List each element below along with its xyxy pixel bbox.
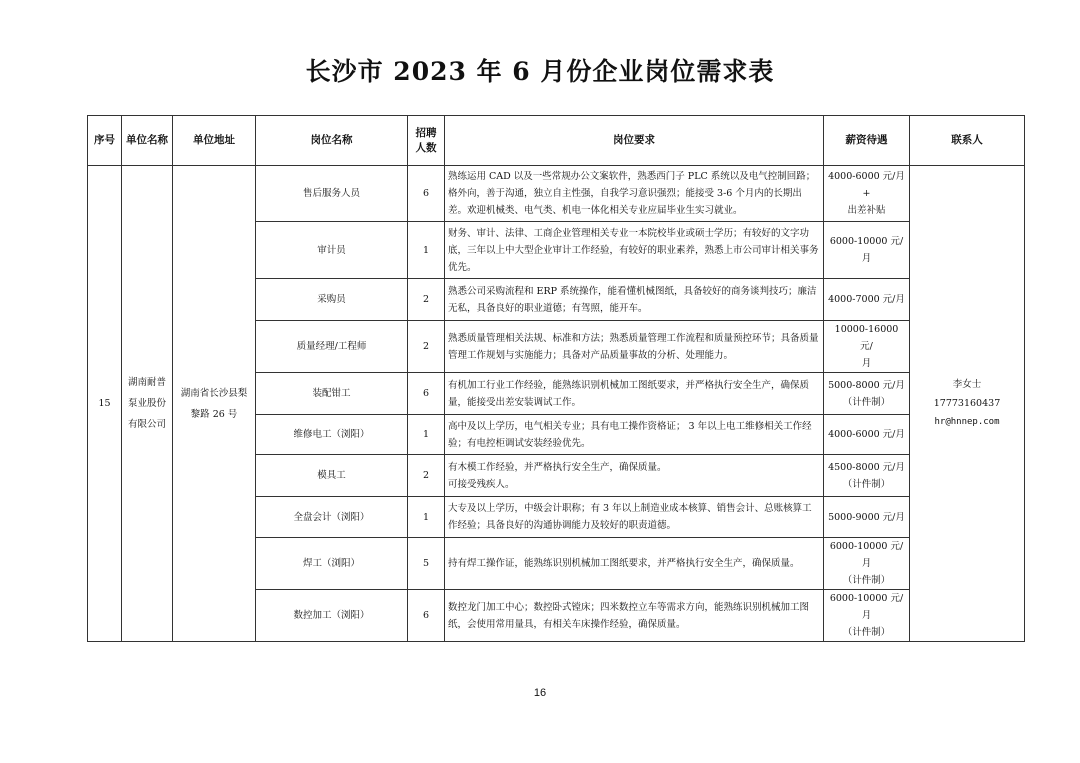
contact-email: hr@hnnep.com bbox=[934, 417, 1000, 427]
salary: 5000-8000 元/月 （计件制） bbox=[824, 373, 910, 415]
header-company: 单位名称 bbox=[122, 116, 173, 166]
position-name: 采购员 bbox=[256, 279, 408, 321]
salary: 6000-10000 元/月 bbox=[824, 222, 910, 279]
page-title: 长沙市 2023 年 6 月份企业岗位需求表 bbox=[305, 57, 775, 86]
requirements: 熟悉公司采购流程和 ERP 系统操作，能看懂机械图纸，具备较好的商务谈判技巧；廉洁无私，具备良好的职业道德；有驾照，能开车。 bbox=[445, 279, 824, 321]
page-number: 16 bbox=[533, 687, 547, 699]
headcount: 6 bbox=[408, 590, 445, 642]
requirements: 大专及以上学历，中级会计职称；有 3 年以上制造业成本核算、销售会计、总账核算工作经验；具备良好的沟通协调能力及较好的职责道德。 bbox=[445, 497, 824, 538]
header-position: 岗位名称 bbox=[256, 116, 408, 166]
contact-phone: 17773160437 bbox=[933, 398, 1001, 409]
headcount: 5 bbox=[408, 538, 445, 590]
salary: 10000-16000 元/ 月 bbox=[824, 321, 910, 373]
headcount: 2 bbox=[408, 321, 445, 373]
company-name: 湖南耐普 泵业股份 有限公司 bbox=[122, 166, 173, 642]
headcount: 2 bbox=[408, 279, 445, 321]
salary: 6000-10000 元/月 （计件制） bbox=[824, 538, 910, 590]
headcount: 6 bbox=[408, 166, 445, 222]
requirements: 有机加工行业工作经验，能熟练识别机械加工图纸要求，并严格执行安全生产，确保质量，能接受出差安装调试工作。 bbox=[445, 373, 824, 415]
requirements: 高中及以上学历，电气相关专业；具有电工操作资格证； 3 年以上电工维修相关工作经验；有电控柜调试安装经验优先。 bbox=[445, 415, 824, 455]
contact-name: 李女士 bbox=[952, 379, 982, 390]
job-demand-table bbox=[87, 115, 1025, 642]
row-number: 15 bbox=[88, 166, 122, 642]
salary: 4000-7000 元/月 bbox=[824, 279, 910, 321]
table-body bbox=[88, 166, 1025, 642]
header-headcount: 招聘 人数 bbox=[408, 116, 445, 166]
company-address: 湖南省长沙县梨 黎路 26 号 bbox=[173, 166, 256, 642]
headcount: 1 bbox=[408, 415, 445, 455]
position-name: 模具工 bbox=[256, 455, 408, 497]
header-no: 序号 bbox=[88, 116, 122, 166]
contact-cell bbox=[910, 166, 1025, 642]
salary: 4000-6000 元/月 bbox=[824, 415, 910, 455]
position-name: 焊工（浏阳） bbox=[256, 538, 408, 590]
requirements: 持有焊工操作证，能熟练识别机械加工图纸要求，并严格执行安全生产，确保质量。 bbox=[445, 538, 824, 590]
table-header-row bbox=[88, 116, 1025, 166]
header-salary: 薪资待遇 bbox=[824, 116, 910, 166]
salary: 5000-9000 元/月 bbox=[824, 497, 910, 538]
salary: 4000-6000 元/月+ 出差补贴 bbox=[824, 166, 910, 222]
requirements: 熟练运用 CAD 以及一些常规办公文案软件，熟悉西门子 PLC 系统以及电气控制回路；格外向，善于沟通，独立自主性强，自我学习意识强烈；能接受 3-6 个月内的长期出差。欢迎机械类、电气类、机电一体化相关专业应届毕业生实习就业。 bbox=[445, 166, 824, 222]
requirements: 数控龙门加工中心；数控卧式镗床；四米数控立车等需求方向，能熟练识别机械加工图纸，会使用常用量具，有相关车床操作经验，确保质量。 bbox=[445, 590, 824, 642]
requirements: 财务、审计、法律、工商企业管理相关专业一本院校毕业或硕士学历；有较好的文字功底，三年以上中大型企业审计工作经验，有较好的职业素养，熟悉上市公司审计相关事务优先。 bbox=[445, 222, 824, 279]
headcount: 6 bbox=[408, 373, 445, 415]
position-name: 售后服务人员 bbox=[256, 166, 408, 222]
requirements: 熟悉质量管理相关法规、标准和方法；熟悉质量管理工作流程和质量预控环节；具备质量管理工作规划与实施能力；具备对产品质量事故的分析、处理能力。 bbox=[445, 321, 824, 373]
header-contact: 联系人 bbox=[910, 116, 1025, 166]
position-name: 装配钳工 bbox=[256, 373, 408, 415]
position-name: 全盘会计（浏阳） bbox=[256, 497, 408, 538]
header-requirements: 岗位要求 bbox=[445, 116, 824, 166]
header-address: 单位地址 bbox=[173, 116, 256, 166]
salary: 4500-8000 元/月 （计件制） bbox=[824, 455, 910, 497]
position-name: 维修电工（浏阳） bbox=[256, 415, 408, 455]
salary: 6000-10000 元/月 （计件制） bbox=[824, 590, 910, 642]
position-name: 质量经理/工程师 bbox=[256, 321, 408, 373]
headcount: 1 bbox=[408, 222, 445, 279]
requirements: 有木模工作经验，并严格执行安全生产，确保质量。 可接受残疾人。 bbox=[445, 455, 824, 497]
headcount: 2 bbox=[408, 455, 445, 497]
table-row bbox=[88, 166, 1025, 222]
position-name: 审计员 bbox=[256, 222, 408, 279]
position-name: 数控加工（浏阳） bbox=[256, 590, 408, 642]
headcount: 1 bbox=[408, 497, 445, 538]
